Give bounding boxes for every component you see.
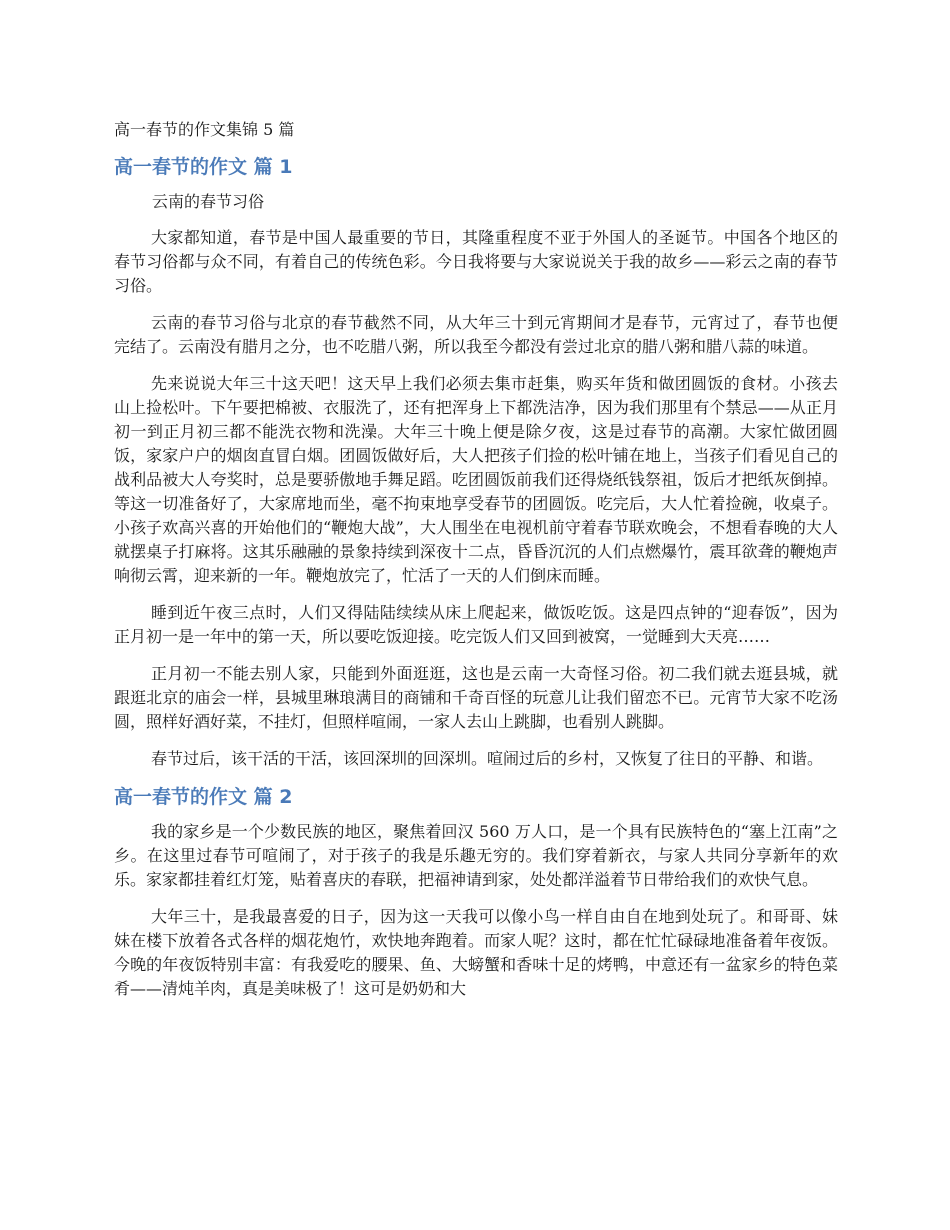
- paragraph: 正月初一不能去别人家，只能到外面逛逛，这也是云南一大奇怪习俗。初二我们就去逛县城，就跟逛北京的庙会一样，县城里琳琅满目的商铺和千奇百怪的玩意儿让我们留恋不已。元宵节大家不吃汤圆，照样好酒好菜，不挂灯，但照样喧闹，一家人去山上跳脚，也看别人跳脚。: [114, 664, 838, 731]
- paragraph: 大年三十，是我最喜爱的日子，因为这一天我可以像小鸟一样自由自在地到处玩了。和哥哥、妹妹在楼下放着各式各样的烟花炮竹，欢快地奔跑着。而家人呢？这时，都在忙忙碌碌地准备着年夜饭。今晚的年夜饭特别丰富：有我爱吃的腰果、鱼、大螃蟹和香味十足的烤鸭，中意还有一盆家乡的特色菜肴——清炖羊肉，真是美味极了！这可是奶奶和大: [114, 907, 838, 998]
- document-title: 高一春节的作文集锦 5 篇: [114, 120, 295, 139]
- paragraph: 大家都知道，春节是中国人最重要的节日，其隆重程度不亚于外国人的圣诞节。中国各个地区的春节习俗都与众不同，有着自己的传统色彩。今日我将要与大家说说关于我的故乡——彩云之南的春节习俗。: [114, 228, 838, 295]
- paragraph: 睡到近午夜三点时，人们又得陆陆续续从床上爬起来，做饭吃饭。这是四点钟的“迎春饭”，因为正月初一是一年中的第一天，所以要吃饭迎接。吃完饭人们又回到被窝，一觉睡到大天亮……: [114, 603, 838, 646]
- essay-section-1: [114, 154, 838, 771]
- document-page: [114, 118, 838, 1014]
- section-subtitle-1: 云南的春节习俗: [152, 192, 265, 211]
- section-heading-1: 高一春节的作文 篇 1: [114, 156, 293, 178]
- paragraph: 春节过后，该干活的干活，该回深圳的回深圳。喧闹过后的乡村，又恢复了往日的平静、和谐。: [151, 749, 824, 768]
- essay-section-2: [114, 784, 838, 1001]
- paragraph: 我的家乡是一个少数民族的地区，聚焦着回汉 560 万人口，是一个具有民族特色的“塞上江南”之乡。在这里过春节可喧闹了，对于孩子的我是乐趣无穷的。我们穿着新衣，与家人共同分享新年的欢乐。家家都挂着红灯笼，贴着喜庆的春联，把福神请到家，处处都洋溢着节日带给我们的欢快气息。: [114, 822, 838, 889]
- section-heading-2: 高一春节的作文 篇 2: [114, 786, 293, 808]
- paragraph: 先来说说大年三十这天吧！这天早上我们必须去集市赶集，购买年货和做团圆饭的食材。小孩去山上捡松叶。下午要把棉被、衣服洗了，还有把浑身上下都洗洁净，因为我们那里有个禁忌——从正月初一到正月初三都不能洗衣物和洗澡。大年三十晚上便是除夕夜，这是过春节的高潮。大家忙做团圆饭，家家户户的烟囱直冒白烟。团圆饭做好后，大人把孩子们捡的松叶铺在地上，当孩子们看见自己的战利品被大人夸奖时，总是要骄傲地手舞足蹈。吃团圆饭前我们还得烧纸钱祭祖，饭后才把纸灰倒掉。等这一切准备好了，大家席地而坐，毫不拘束地享受春节的团圆饭。吃完后，大人忙着捡碗，收桌子。小孩子欢高兴喜的开始他们的“鞭炮大战”，大人围坐在电视机前守着春节联欢晚会，不想看春晚的大人就摆桌子打麻将。这其乐融融的景象持续到深夜十二点，昏昏沉沉的人们点燃爆竹，震耳欲聋的鞭炮声响彻云霄，迎来新的一年。鞭炮放完了，忙活了一天的人们倒床而睡。: [114, 374, 838, 585]
- paragraph: 云南的春节习俗与北京的春节截然不同，从大年三十到元宵期间才是春节，元宵过了，春节也便完结了。云南没有腊月之分，也不吃腊八粥，所以我至今都没有尝过北京的腊八粥和腊八蒜的味道。: [114, 313, 838, 356]
